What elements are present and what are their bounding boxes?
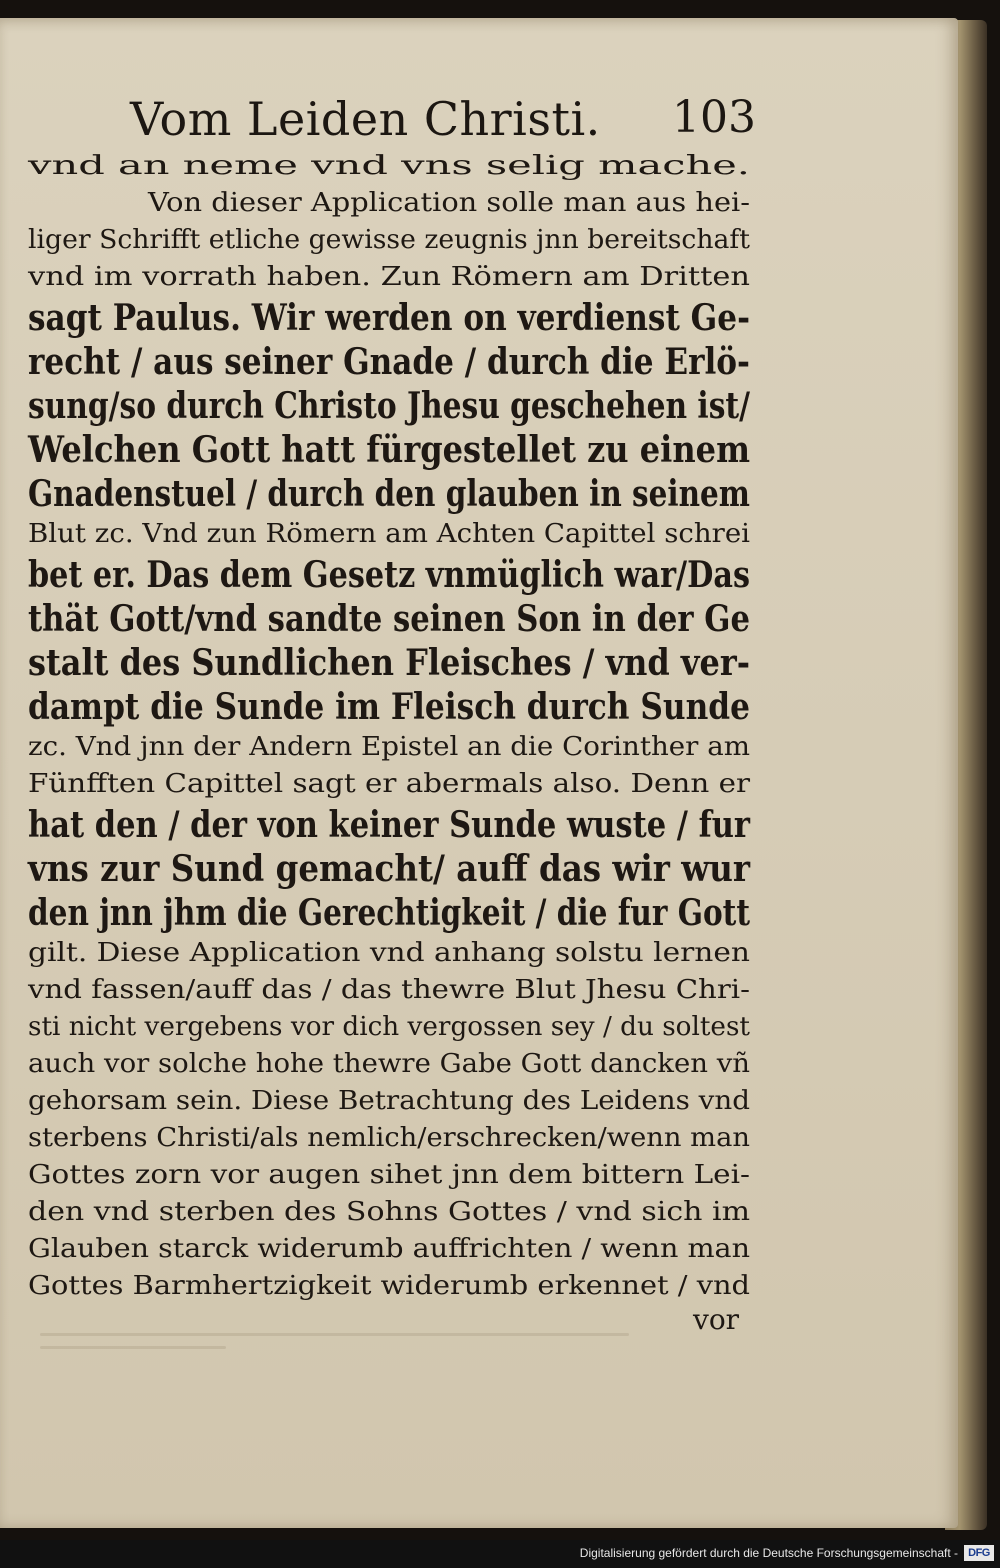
text-line bbox=[28, 641, 750, 685]
text-line-content: vnd fassen/auff das / das thewre Blut Jhesu Chri- bbox=[28, 975, 751, 1005]
text-line-content: Glauben starck widerumb auffrichten / wenn man bbox=[28, 1234, 750, 1264]
text-line bbox=[28, 729, 750, 766]
text-line bbox=[28, 1194, 750, 1231]
text-line bbox=[28, 148, 750, 185]
text-line bbox=[28, 597, 750, 641]
text-line-content: sung/so durch Christo Jhesu geschehen ist/ bbox=[28, 385, 750, 427]
text-line-content: Gottes zorn vor augen sihet jnn dem bittern Lei- bbox=[28, 1160, 751, 1190]
text-line bbox=[28, 428, 750, 472]
text-line bbox=[28, 296, 750, 340]
text-line bbox=[28, 259, 750, 296]
text-line bbox=[28, 384, 750, 428]
text-line bbox=[28, 935, 750, 972]
text-line-content: liger Schrifft etliche gewisse zeugnis jnn bereitschaft bbox=[28, 225, 750, 255]
text-line bbox=[28, 1157, 750, 1194]
text-line bbox=[28, 222, 750, 259]
text-line bbox=[28, 766, 750, 803]
text-line-content: Welchen Gott hatt fürgestellet zu einem bbox=[28, 429, 751, 471]
text-line bbox=[28, 1046, 750, 1083]
page-number: 103 bbox=[672, 92, 756, 143]
text-line-content: sterbens Christi/als nemlich/erschrecken/wenn man bbox=[28, 1123, 750, 1153]
text-line-content: Gnadenstuel / durch den glauben in seinem bbox=[28, 473, 750, 515]
text-line bbox=[28, 185, 750, 222]
text-line bbox=[28, 891, 750, 935]
text-line-content: sagt Paulus. Wir werden on verdienst Ge- bbox=[28, 297, 751, 339]
bleed-through-shadow bbox=[40, 1323, 660, 1363]
text-line bbox=[28, 803, 750, 847]
text-line bbox=[28, 1268, 750, 1305]
text-line-content: gehorsam sein. Diese Betrachtung des Leidens vnd bbox=[28, 1086, 750, 1116]
text-line-content: bet er. Das dem Gesetz vnmüglich war/Das bbox=[28, 554, 750, 596]
text-line bbox=[28, 1083, 750, 1120]
text-line-content: dampt die Sunde im Fleisch durch Sunde bbox=[28, 686, 750, 728]
text-line-content: recht / aus seiner Gnade / durch die Erlö- bbox=[28, 341, 750, 383]
text-line-content: vns zur Sund gemacht/ auff das wir wur bbox=[28, 848, 751, 890]
text-line bbox=[28, 553, 750, 597]
text-line-content: vnd an neme vnd vns selig mache. bbox=[28, 151, 750, 181]
text-line-content: den vnd sterben des Sohns Gottes / vnd sich im bbox=[28, 1197, 751, 1227]
running-title: Vom Leiden Christi. bbox=[130, 92, 601, 146]
text-line bbox=[28, 847, 750, 891]
page-header bbox=[130, 88, 770, 148]
funding-credit: Digitalisierung gefördert durch die Deutsche Forschungsgemeinschaft - bbox=[579, 1546, 958, 1560]
text-line-content: Gottes Barmhertzigkeit widerumb erkennet / vnd bbox=[28, 1271, 751, 1301]
text-line bbox=[28, 340, 750, 384]
text-line-content: gilt. Diese Application vnd anhang solstu lernen bbox=[28, 938, 750, 968]
text-line bbox=[28, 685, 750, 729]
body-text bbox=[28, 148, 750, 1305]
text-line-content: thät Gott/vnd sandte seinen Son in der Ge bbox=[28, 598, 750, 640]
text-line bbox=[28, 516, 750, 553]
text-line bbox=[28, 972, 750, 1009]
text-line bbox=[28, 1009, 750, 1046]
text-line bbox=[28, 1120, 750, 1157]
text-line-content: hat den / der von keiner Sunde wuste / fur bbox=[28, 804, 750, 846]
text-line-content: Blut zc. Vnd zun Römern am Achten Capittel schrei bbox=[28, 519, 751, 549]
text-line-content: zc. Vnd jnn der Andern Epistel an die Corinther am bbox=[28, 732, 750, 762]
text-line-content: sti nicht vergebens vor dich vergossen sey / du soltest bbox=[28, 1012, 750, 1042]
dfg-logo: DFG bbox=[964, 1545, 994, 1561]
text-line-content: stalt des Sundlichen Fleisches / vnd ver- bbox=[28, 642, 751, 684]
text-line-content: auch vor solche hohe thewre Gabe Gott dancken vñ bbox=[28, 1049, 750, 1079]
book-page bbox=[0, 18, 958, 1528]
catchword: vor bbox=[693, 1303, 740, 1336]
text-line-content: vnd im vorrath haben. Zun Römern am Dritten bbox=[28, 262, 750, 292]
digitization-footer bbox=[0, 1540, 1000, 1568]
text-line-content: Von dieser Application solle man aus hei- bbox=[148, 188, 751, 218]
text-line bbox=[28, 1231, 750, 1268]
text-line-content: Fünfften Capittel sagt er abermals also. Denn er bbox=[28, 769, 751, 799]
text-line bbox=[28, 472, 750, 516]
text-line-content: den jnn jhm die Gerechtigkeit / die fur Gott bbox=[28, 892, 750, 934]
